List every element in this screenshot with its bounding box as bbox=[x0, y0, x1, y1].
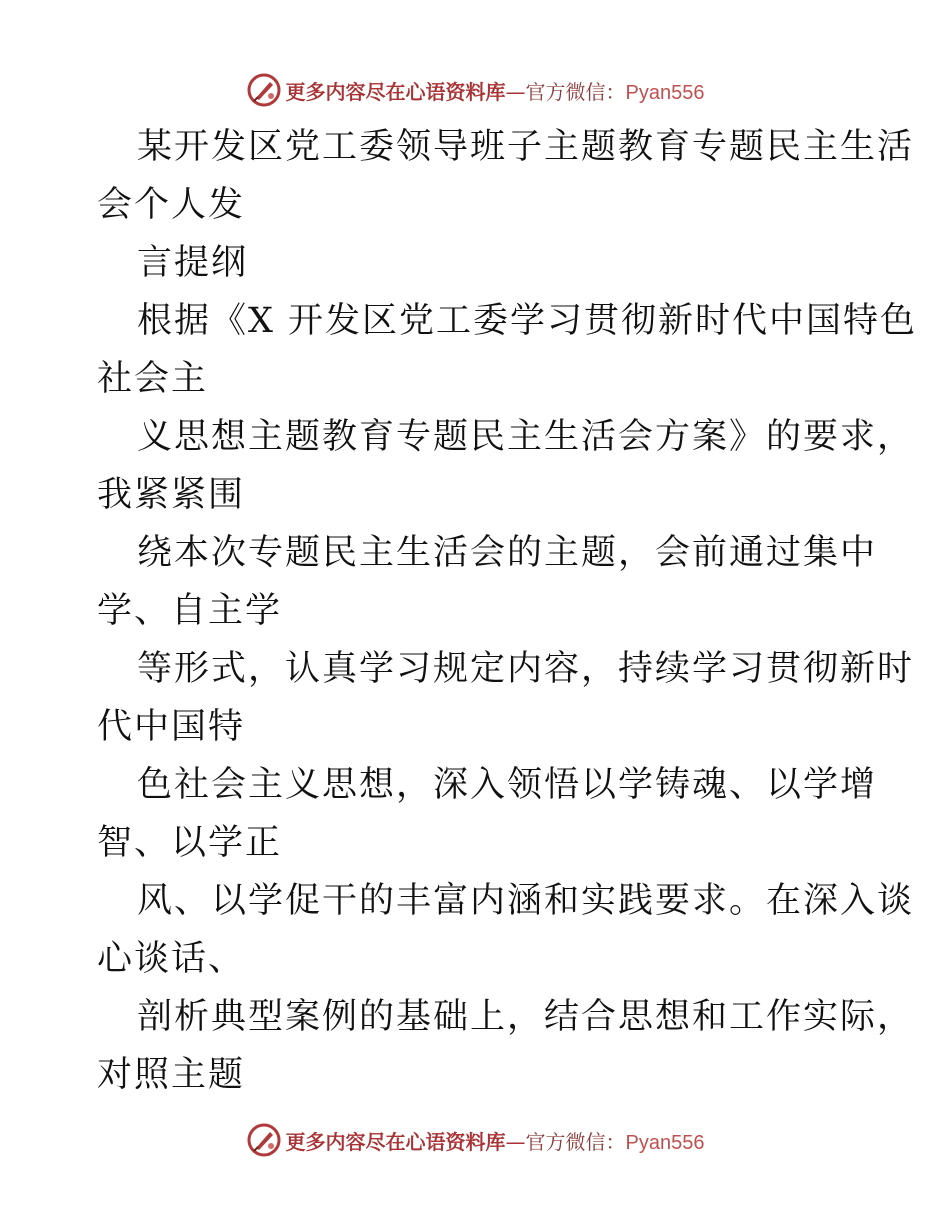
banner-title: 更多内容尽在心语资料库 bbox=[285, 1129, 506, 1154]
header-watermark-banner bbox=[0, 70, 950, 110]
text-line: 代中国特 bbox=[97, 707, 246, 747]
banner-wechat-id: Pyan556 bbox=[625, 81, 705, 104]
banner-dash: — bbox=[505, 79, 526, 104]
text-line: 对照主题 bbox=[97, 1055, 246, 1095]
text-line: 某开发区党工委领导班子主题教育专题民主生活 bbox=[137, 127, 915, 167]
document-body bbox=[97, 118, 918, 1104]
text-line: 剖析典型案例的基础上，结合思想和工作实际， bbox=[137, 997, 915, 1037]
text-line: 风、以学促干的丰富内涵和实践要求。在深入谈 bbox=[137, 881, 915, 921]
banner-title: 更多内容尽在心语资料库 bbox=[285, 79, 506, 104]
text-line: 色社会主义思想，深入领悟以学铸魂、以学增 bbox=[137, 765, 878, 805]
text-line: 义思想主题教育专题民主生活会方案》的要求， bbox=[137, 417, 915, 457]
text-line: 社会主 bbox=[97, 359, 209, 399]
banner-wechat-label: 官方微信： bbox=[525, 79, 626, 104]
text-line: 会个人发 bbox=[97, 185, 246, 225]
text-line: 学、自主学 bbox=[97, 591, 283, 631]
text-line: 绕本次专题民主生活会的主题，会前通过集中 bbox=[137, 533, 878, 573]
banner-wechat-id: Pyan556 bbox=[625, 1131, 705, 1154]
text-line: 心谈话、 bbox=[97, 939, 246, 979]
quill-logo-icon bbox=[246, 1122, 282, 1158]
banner-dash: — bbox=[505, 1129, 526, 1154]
quill-logo-icon bbox=[246, 72, 282, 108]
banner-wechat-label: 官方微信： bbox=[525, 1129, 626, 1154]
text-line: 言提纲 bbox=[137, 243, 249, 283]
text-line: 根据《X 开发区党工委学习贯彻新时代中国特色 bbox=[137, 301, 918, 341]
text-line: 我紧紧围 bbox=[97, 475, 246, 515]
text-line: 等形式，认真学习规定内容，持续学习贯彻新时 bbox=[137, 649, 915, 689]
footer-watermark-banner bbox=[0, 1120, 950, 1160]
text-line: 智、以学正 bbox=[97, 823, 283, 863]
